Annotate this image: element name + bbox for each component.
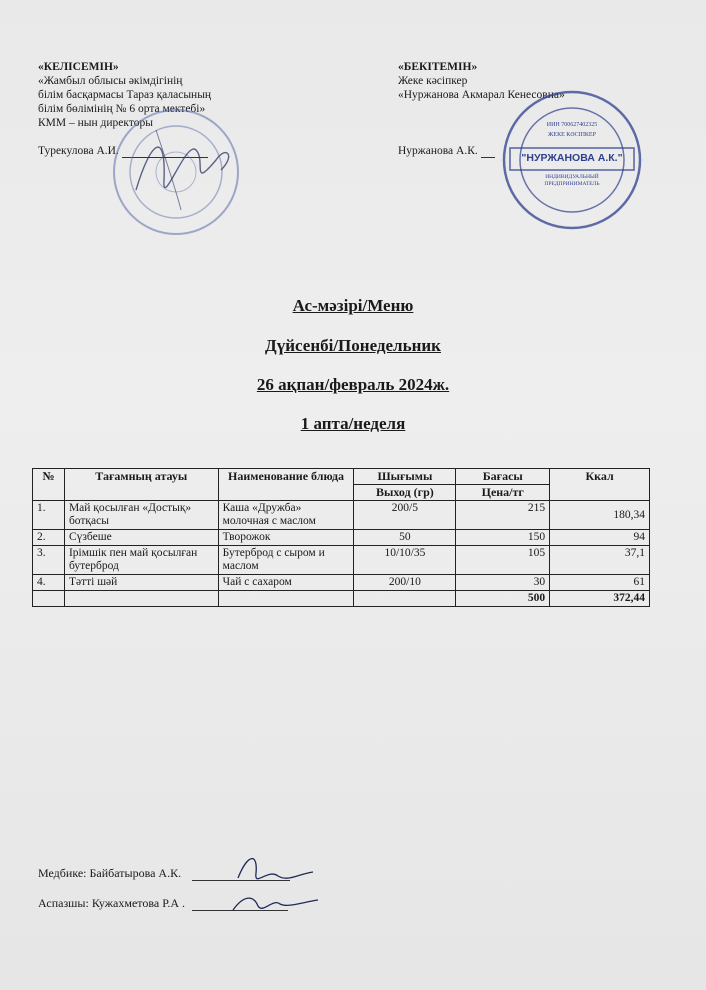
- row-price: 150: [456, 530, 550, 546]
- table-total-row: [33, 591, 650, 607]
- signer-name-left: Турекулова А.И.: [38, 145, 119, 157]
- approval-line: білім бөлімінің № 6 орта мектебі»: [38, 103, 206, 115]
- menu-table: [32, 468, 650, 607]
- approval-line: білім басқармасы Тараз қаласының: [38, 89, 212, 101]
- col-kcal: Ккал: [550, 469, 650, 501]
- total-price: 500: [456, 591, 550, 607]
- col-price-ru: Цена/тг: [456, 485, 550, 501]
- col-name-kz: Тағамның атауы: [64, 469, 218, 501]
- approval-line: КММ – нын директоры: [38, 117, 153, 129]
- total-kcal: 372,44: [550, 591, 650, 607]
- col-yield-kz: Шығымы: [354, 469, 456, 485]
- row-name-kz: Сүзбеше: [64, 530, 218, 546]
- stamp-iin: ИИН 700627402325: [546, 122, 598, 128]
- signature-line: [481, 157, 495, 158]
- row-num: 4.: [33, 575, 65, 591]
- day-title: Дүйсенбі/Понедельник: [265, 336, 441, 355]
- row-name-kz: Тәтті шәй: [64, 575, 218, 591]
- school-seal-icon: [96, 100, 256, 240]
- nurse-label: Медбике: Байбатырова А.К.: [38, 866, 182, 880]
- row-name-ru: Бутерброд с сыром и маслом: [218, 546, 354, 575]
- signer-name-right: Нуржанова А.К.: [398, 145, 478, 157]
- approval-line: «Жамбыл облысы әкімдігінің: [38, 75, 183, 87]
- col-name-ru: Наименование блюда: [218, 469, 354, 501]
- empty-cell: [33, 591, 65, 607]
- approval-title-right: «БЕКІТЕМІН»: [398, 61, 478, 73]
- menu-title: Ас-мәзірі/Меню: [292, 296, 414, 315]
- handwritten-signature-icon: [218, 848, 328, 918]
- entrepreneur-stamp: [500, 88, 644, 232]
- stamp-name: "НУРЖАНОВА А.К.": [521, 152, 623, 164]
- empty-cell: [218, 591, 354, 607]
- row-yield: 50: [354, 530, 456, 546]
- approval-line: Жеке кәсіпкер: [398, 75, 468, 87]
- col-num: №: [33, 469, 65, 501]
- approval-title-left: «КЕЛІСЕМІН»: [38, 61, 119, 73]
- stamp-top-text: ЖЕКЕ КӘСІПКЕР: [548, 132, 596, 138]
- row-num: 3.: [33, 546, 65, 575]
- row-yield: 10/10/35: [354, 546, 456, 575]
- row-yield: 200/5: [354, 501, 456, 530]
- week-title: 1 апта/неделя: [300, 414, 406, 433]
- table-row: [33, 530, 650, 546]
- row-price: 105: [456, 546, 550, 575]
- row-name-ru: Творожок: [218, 530, 354, 546]
- table-row: [33, 575, 650, 591]
- row-num: 2.: [33, 530, 65, 546]
- row-kcal: 94: [550, 530, 650, 546]
- row-price: 30: [456, 575, 550, 591]
- table-row: [33, 546, 650, 575]
- stamp-sub-text: ИНДИВИДУАЛЬНЫЙ ПРЕДПРИНИМАТЕЛЬ: [544, 174, 600, 187]
- empty-cell: [64, 591, 218, 607]
- row-kcal: 37,1: [550, 546, 650, 575]
- row-kcal: 180,34: [550, 501, 650, 530]
- row-name-kz: Ірімшік пен май қосылған бутерброд: [64, 546, 218, 575]
- cook-label: Аспазшы: Кужахметова Р.А .: [38, 896, 186, 910]
- empty-cell: [354, 591, 456, 607]
- row-yield: 200/10: [354, 575, 456, 591]
- date-title: 26 ақпан/февраль 2024ж.: [256, 375, 450, 394]
- row-price: 215: [456, 501, 550, 530]
- row-name-ru: Каша «Дружба» молочная с маслом: [218, 501, 354, 530]
- approval-line: «Нуржанова Акмарал Кенесовна»: [398, 89, 565, 101]
- col-price-kz: Бағасы: [456, 469, 550, 485]
- row-kcal: 61: [550, 575, 650, 591]
- table-header-row: [33, 469, 650, 485]
- table-row: [33, 501, 650, 530]
- row-name-ru: Чай с сахаром: [218, 575, 354, 591]
- row-num: 1.: [33, 501, 65, 530]
- col-yield-ru: Выход (гр): [354, 485, 456, 501]
- row-name-kz: Май қосылған «Достық» ботқасы: [64, 501, 218, 530]
